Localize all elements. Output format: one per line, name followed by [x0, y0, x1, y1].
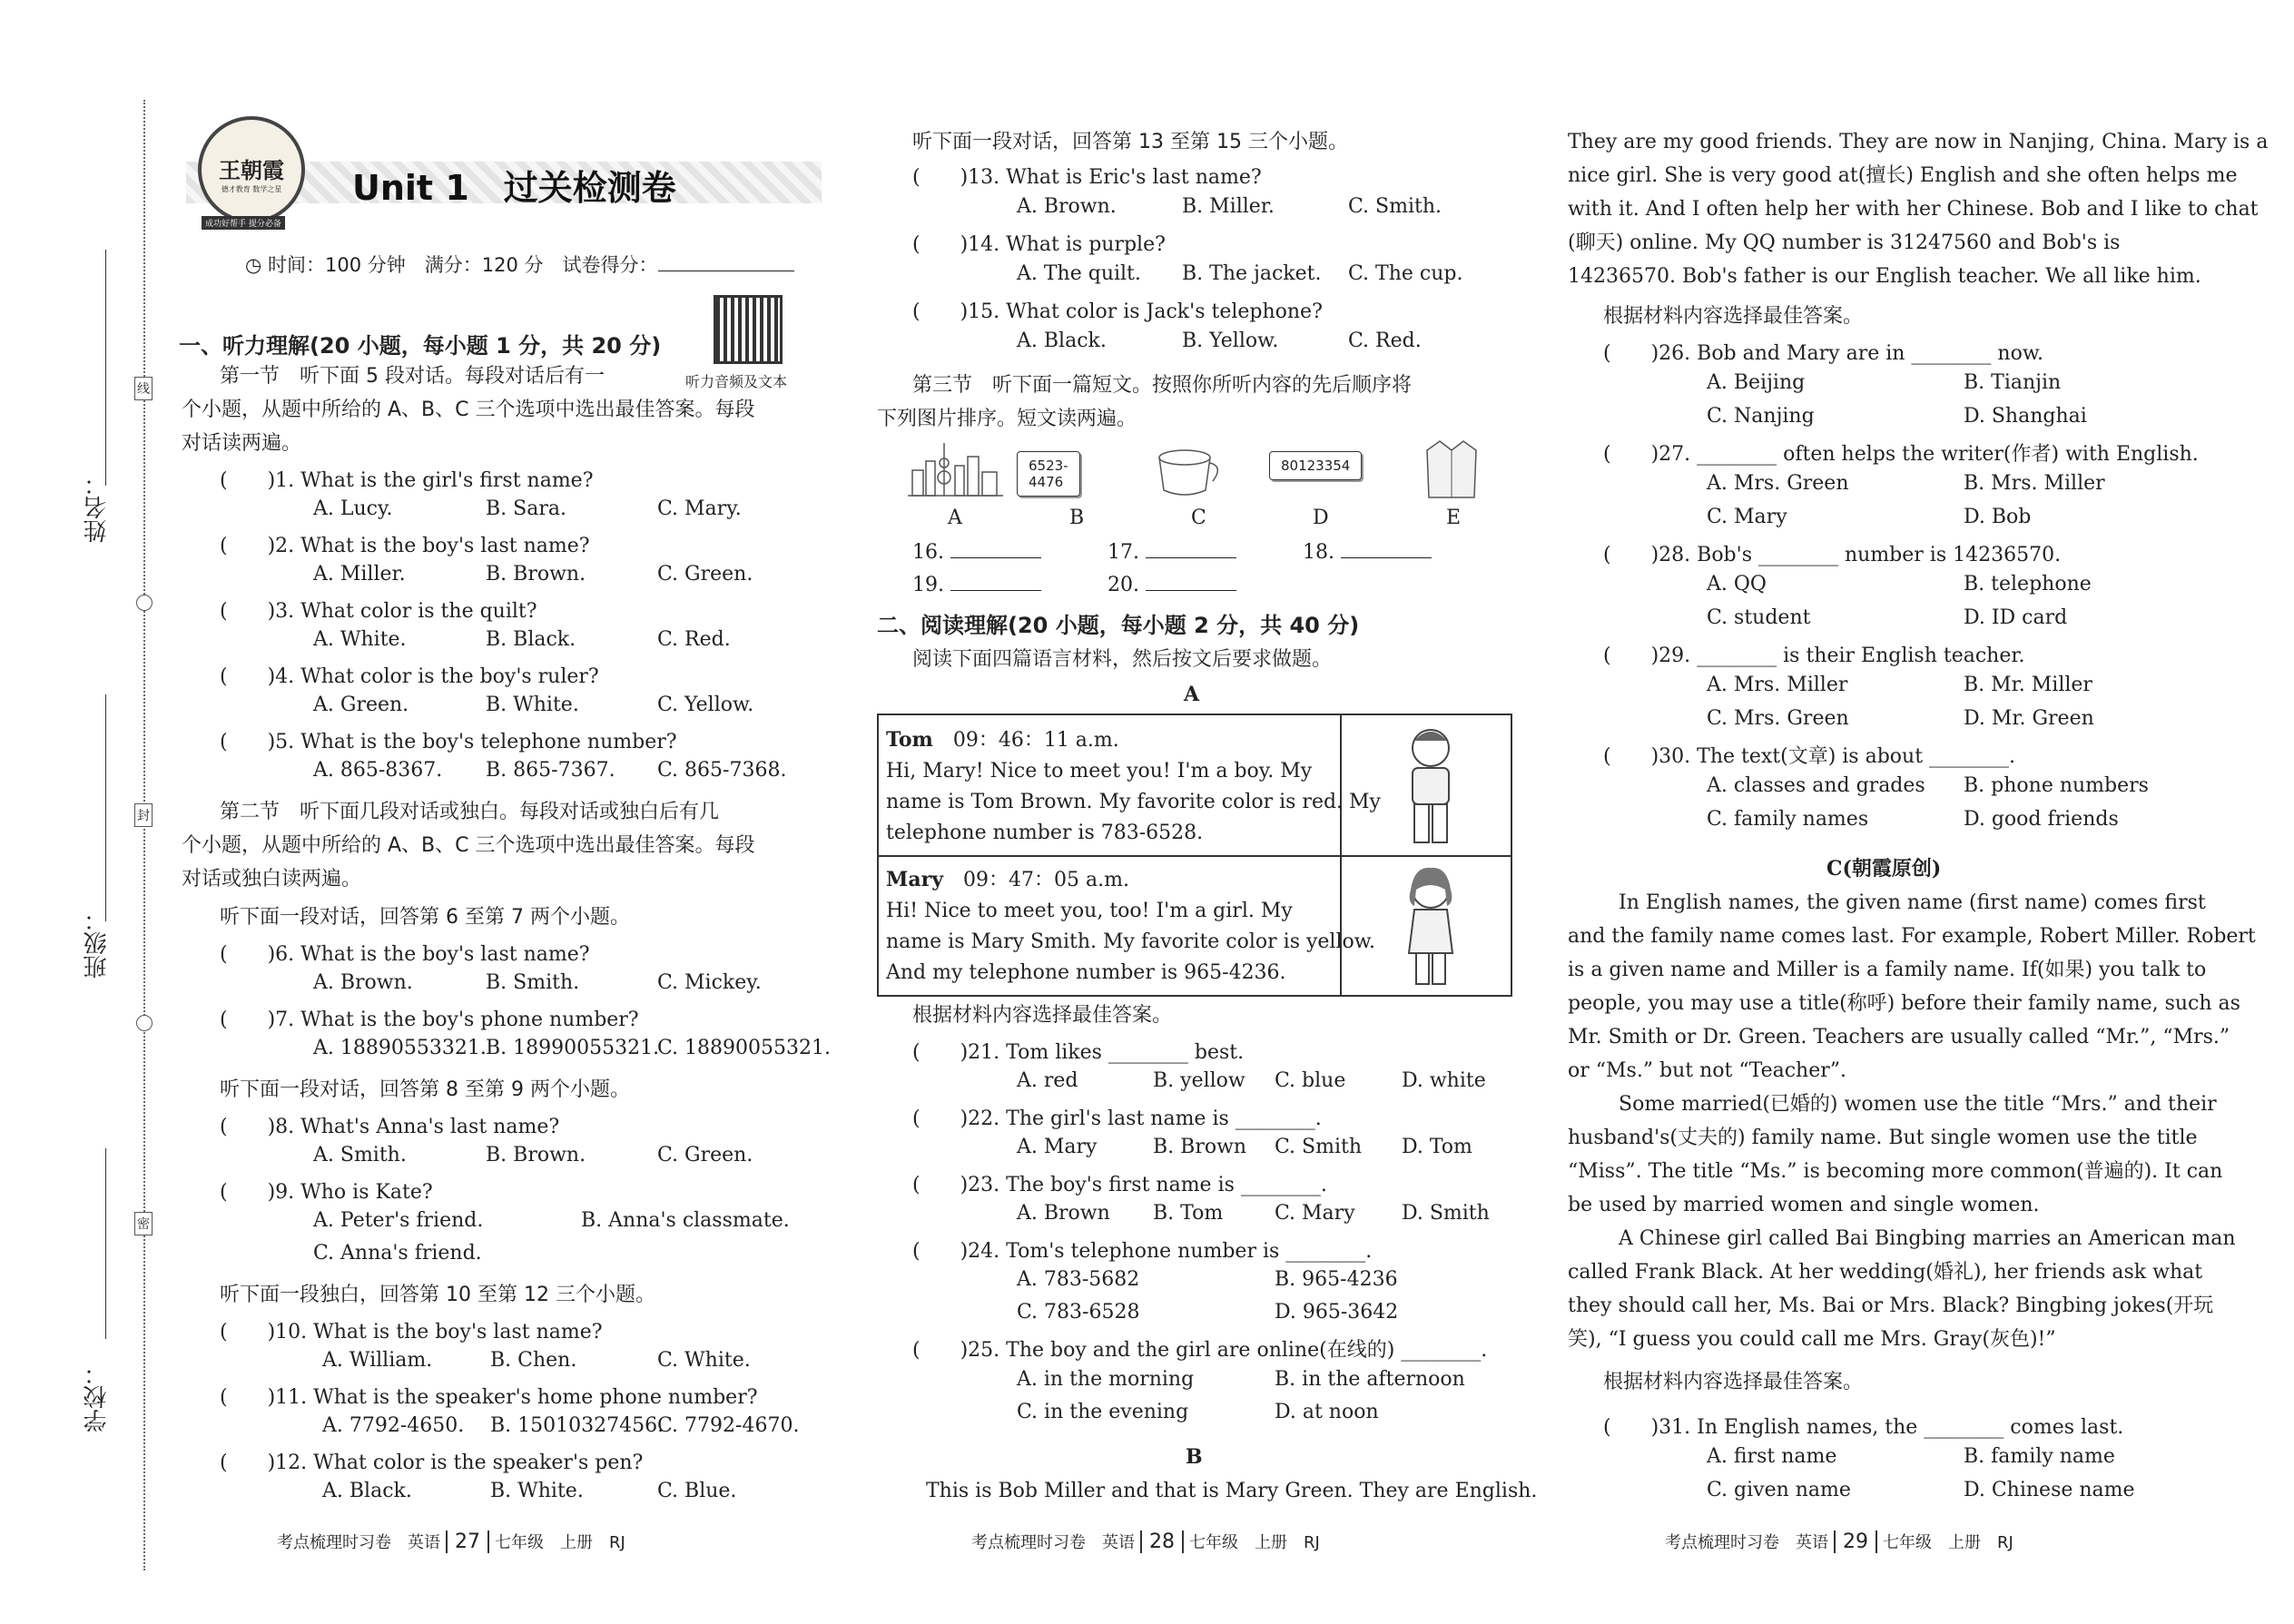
option[interactable]: A. Beijing	[1707, 371, 1806, 394]
qr-code[interactable]	[714, 295, 783, 364]
option[interactable]: B. Tianjin	[1964, 371, 2062, 394]
class-label: 班级：	[84, 908, 111, 979]
option[interactable]: A. Lucy.	[313, 497, 393, 520]
tom-message: Tom 09：46：11 a.m. Hi, Mary! Nice to meet you! I'm a boy. My name is Tom Brown. My favorite color is red. My telephone number is 783-6528.	[886, 728, 1381, 844]
question-11: ( )11. What is the speaker's home phone number?	[220, 1386, 758, 1409]
option[interactable]: A. QQ	[1707, 573, 1767, 595]
option[interactable]: D. Bob	[1964, 506, 2032, 528]
question-28: ( )28. Bob's ________ number is 14236570.	[1603, 544, 2062, 566]
cup-icon	[1153, 445, 1226, 501]
option[interactable]: C. Mary	[1275, 1202, 1355, 1225]
jacket-icon	[1423, 438, 1480, 501]
mary-message: Mary 09：47：05 a.m. Hi! Nice to meet you, too! I'm a girl. My name is Mary Smith. My favorite color is yellow. And my telephone number is 965-4236.	[886, 868, 1375, 984]
option[interactable]: B. The jacket.	[1182, 262, 1322, 285]
passage-c-text: be used by married women and single women.	[1568, 1194, 2040, 1216]
option[interactable]: C. blue	[1275, 1069, 1346, 1092]
picture-label: C	[1191, 507, 1206, 529]
question-14: ( )14. What is purple?	[912, 233, 1166, 256]
school-field-line[interactable]	[105, 1148, 106, 1339]
picture-label: A	[948, 507, 962, 529]
passage-b-text: They are my good friends. They are now in Nanjing, China. Mary is a	[1568, 131, 2269, 153]
clock-icon: ◷	[245, 254, 268, 276]
option[interactable]: A. classes and grades	[1707, 774, 1925, 797]
page-footer: 考点梳理时习卷 英语 28 七年级 上册 RJ	[971, 1530, 1320, 1553]
question-2: ( )2. What is the boy's last name?	[220, 535, 590, 557]
option[interactable]: B. Tom	[1153, 1202, 1224, 1225]
question-25: ( )25. The boy and the girl are online(在线的) ________.	[912, 1339, 1488, 1362]
passage-c-text: people, you may use a title(称呼) before their family name, such as	[1568, 992, 2240, 1015]
option[interactable]: A. Mrs. Green	[1707, 472, 1849, 495]
question-24: ( )24. Tom's telephone number is ________.	[912, 1240, 1373, 1263]
option[interactable]: C. 7792-4670.	[657, 1414, 800, 1437]
option[interactable]: D. good friends	[1964, 808, 2119, 831]
dialogue-instruction: 听下面一段对话，回答第 13 至第 15 三个小题。	[912, 131, 1348, 153]
option[interactable]: C. Nanjing	[1707, 405, 1815, 428]
answer-blank-16[interactable]: 16.	[912, 541, 1041, 564]
picture-label: E	[1446, 507, 1462, 529]
choose-instruction: 根据材料内容选择最佳答案。	[912, 1004, 1173, 1027]
option[interactable]: C. 865-7368.	[657, 759, 787, 782]
passage-b-text: 14236570. Bob's father is our English teacher. We all like him.	[1568, 265, 2201, 288]
option[interactable]: B. Mrs. Miller	[1964, 472, 2105, 495]
brand-motto: 成功好帮手 提分必备	[202, 216, 285, 230]
option[interactable]: C. Mary.	[657, 497, 742, 520]
page-number: 28	[1140, 1530, 1184, 1553]
section2-intro: 对话或独白读两遍。	[182, 868, 362, 891]
section2-intro: 第二节 听下面几段对话或独白。每段对话或独白后有几	[220, 801, 720, 823]
question-15: ( )15. What color is Jack's telephone?	[912, 300, 1323, 323]
question-9: ( )9. Who is Kate?	[220, 1181, 433, 1204]
part2-title: 二、阅读理解(20 小题，每小题 2 分，共 40 分)	[877, 613, 1360, 638]
option[interactable]: B. Mr. Miller	[1964, 674, 2092, 696]
option[interactable]: A. White.	[313, 628, 407, 651]
question-26: ( )26. Bob and Mary are in ________ now.	[1603, 342, 2044, 365]
section3-intro: 第三节 听下面一篇短文。按照你所听内容的先后顺序将	[912, 374, 1413, 397]
passage-c-text: A Chinese girl called Bai Bingbing marries an American man	[1619, 1227, 2236, 1250]
option[interactable]: B. 965-4236	[1275, 1268, 1398, 1291]
passage-c-text: and the family name comes last. For example, Robert Miller. Robert	[1568, 925, 2256, 948]
class-field-line[interactable]	[105, 694, 106, 921]
option[interactable]: C. Blue.	[657, 1480, 737, 1502]
part1-title: 一、听力理解(20 小题，每小题 1 分，共 20 分)	[179, 333, 662, 359]
option[interactable]: A. Brown.	[313, 971, 413, 994]
option[interactable]: D. Chinese name	[1964, 1479, 2135, 1501]
question-1: ( )1. What is the girl's first name?	[220, 469, 594, 492]
option[interactable]: C. Yellow.	[657, 694, 754, 716]
option[interactable]: B. Anna's classmate.	[581, 1209, 790, 1232]
dialogue-instruction: 听下面一段对话，回答第 6 至第 7 两个小题。	[220, 906, 630, 929]
question-29: ( )29. ________ is their English teacher.	[1603, 645, 2025, 667]
option[interactable]: D. Mr. Green	[1964, 707, 2094, 730]
question-23: ( )23. The boy's first name is ________.	[912, 1174, 1327, 1196]
option[interactable]: C. 18890055321.	[657, 1037, 831, 1059]
option[interactable]: A. Mary	[1017, 1136, 1098, 1158]
binding-hole	[136, 1015, 153, 1031]
question-31: ( )31. In English names, the ________ comes last.	[1603, 1416, 2124, 1439]
option[interactable]: C. family names	[1707, 808, 1869, 831]
option[interactable]: C. Smith.	[1348, 195, 1442, 218]
section1-intro: 对话读两遍。	[182, 432, 302, 455]
option[interactable]: C. 783-6528	[1017, 1301, 1140, 1324]
option[interactable]: B. 18990055321.	[486, 1037, 660, 1059]
passage-b-text: (聊天) online. My QQ number is 31247560 and Bob's is	[1568, 231, 2121, 254]
option[interactable]: C. in the evening	[1017, 1401, 1189, 1423]
passage-c-text: is a given name and Miller is a family name. If(如果) you talk to	[1568, 959, 2207, 981]
option[interactable]: B. yellow	[1153, 1069, 1245, 1092]
passage-b-text: This is Bob Miller and that is Mary Green. They are English.	[926, 1480, 1538, 1502]
option[interactable]: D. Smith	[1402, 1202, 1490, 1225]
time-score-info: ◷ 时间：100 分钟 满分：120 分 试卷得分：	[245, 251, 794, 278]
option[interactable]: C. Green.	[657, 1144, 753, 1166]
option[interactable]: B. White.	[486, 694, 579, 716]
option[interactable]: A. Peter's friend.	[313, 1209, 484, 1232]
passage-c-text: In English names, the given name (first name) comes first	[1619, 891, 2206, 914]
jacket-picture	[1423, 438, 1480, 505]
option[interactable]: D. white	[1402, 1069, 1486, 1092]
passage-b-text: with it. And I often help her with her Chinese. Bob and I like to chat	[1568, 198, 2259, 221]
option[interactable]: D. 965-3642	[1275, 1301, 1399, 1324]
option[interactable]: B. Brown.	[486, 1144, 586, 1166]
option[interactable]: A. Green.	[313, 694, 409, 716]
option[interactable]: D. ID card	[1964, 606, 2068, 629]
option[interactable]: C. Anna's friend.	[313, 1242, 482, 1265]
school-label: 学校：	[84, 1362, 111, 1432]
option[interactable]: B. Chen.	[490, 1349, 577, 1372]
choose-instruction: 根据材料内容选择最佳答案。	[1603, 1371, 1864, 1393]
question-13: ( )13. What is Eric's last name?	[912, 166, 1262, 189]
name-label: 姓名：	[84, 472, 111, 543]
page-footer: 考点梳理时习卷 英语 29 七年级 上册 RJ	[1665, 1530, 2013, 1553]
qr-caption: 听力音频及文本	[685, 373, 788, 390]
brand-sub: 德才教育 数学之星	[221, 185, 282, 193]
option[interactable]: B. 865-7367.	[486, 759, 615, 782]
option[interactable]: A. 18890553321.	[313, 1037, 487, 1059]
option[interactable]: A. The quilt.	[1017, 262, 1141, 285]
page-number: 27	[446, 1530, 489, 1553]
answer-blank-18[interactable]: 18.	[1303, 541, 1432, 564]
option[interactable]: A. Brown.	[1017, 195, 1117, 218]
boy-illustration	[1387, 723, 1474, 850]
part2-intro: 阅读下面四篇语言材料，然后按文后要求做题。	[912, 648, 1333, 671]
option[interactable]: B. White.	[490, 1480, 584, 1502]
option[interactable]: B. telephone	[1964, 573, 2092, 595]
option[interactable]: A. Mrs. Miller	[1707, 674, 1848, 696]
passage-b-label: B	[1186, 1445, 1203, 1469]
page-number: 29	[1834, 1530, 1877, 1553]
question-30: ( )30. The text(文章) is about ________.	[1603, 745, 2016, 768]
option[interactable]: C. Mickey.	[657, 971, 762, 994]
passage-c-text: called Frank Black. At her wedding(婚礼), her friends ask what	[1568, 1261, 2203, 1284]
dotted-cut-line	[143, 100, 145, 1570]
monologue-instruction: 听下面一段独白，回答第 10 至第 12 三个小题。	[220, 1284, 655, 1306]
passage-c-text: “Miss”. The title “Ms.” is becoming more common(普遍的). It can	[1568, 1160, 2223, 1183]
option[interactable]: A. 7792-4650.	[322, 1414, 465, 1437]
question-4: ( )4. What color is the boy's ruler?	[220, 665, 599, 688]
option[interactable]: B. 15010327456.	[490, 1414, 665, 1437]
phone-number-card-d: 80123354	[1269, 451, 1362, 480]
option[interactable]: B. Yellow.	[1182, 330, 1279, 352]
picture-label: B	[1069, 507, 1085, 529]
option[interactable]: B. Brown	[1153, 1136, 1247, 1158]
section1-intro: 第一节 听下面 5 段对话。每段对话后有一	[220, 365, 605, 388]
question-12: ( )12. What color is the speaker's pen?	[220, 1452, 644, 1474]
section2-intro: 个小题，从题中所给的 A、B、C 三个选项中选出最佳答案。每段	[182, 834, 755, 857]
passage-c-text: Mr. Smith or Dr. Green. Teachers are usually called “Mr.”, “Mrs.”	[1568, 1026, 2230, 1048]
option[interactable]: C. The cup.	[1348, 262, 1463, 285]
phone-number-card-b: 6523-4476	[1017, 451, 1080, 497]
option[interactable]: A. Brown	[1017, 1202, 1110, 1225]
passage-b-text: nice girl. She is very good at(擅长) English and she often helps me	[1568, 164, 2238, 187]
page-title: Unit 1 过关检测卷	[352, 168, 676, 208]
question-6: ( )6. What is the boy's last name?	[220, 943, 590, 966]
dialogue-instruction: 听下面一段对话，回答第 8 至第 9 两个小题。	[220, 1078, 630, 1101]
cut-tag-seal: 封	[134, 803, 153, 827]
option[interactable]: B. in the afternoon	[1275, 1368, 1465, 1391]
question-10: ( )10. What is the boy's last name?	[220, 1321, 603, 1343]
option[interactable]: B. Smith.	[486, 971, 580, 994]
question-27: ( )27. ________ often helps the writer(作者) with English.	[1603, 443, 2199, 466]
cut-tag-secret: 密	[134, 1212, 153, 1235]
option[interactable]: B. Brown.	[486, 563, 586, 586]
option[interactable]: C. White.	[657, 1349, 751, 1372]
option[interactable]: C. given name	[1707, 1479, 1851, 1501]
option[interactable]: A. first name	[1707, 1445, 1837, 1468]
city-skyline-picture	[908, 443, 1003, 499]
answer-blank-19[interactable]: 19.	[912, 574, 1041, 596]
option[interactable]: A. Black.	[1017, 330, 1107, 352]
option[interactable]: C. student	[1707, 606, 1811, 629]
skyline-icon	[908, 443, 1003, 499]
passage-c-text: or “Ms.” but not “Teacher”.	[1568, 1059, 1847, 1082]
option[interactable]: B. Miller.	[1182, 195, 1275, 218]
option[interactable]: A. 865-8367.	[313, 759, 443, 782]
answer-blank-17[interactable]: 17.	[1108, 541, 1236, 564]
question-5: ( )5. What is the boy's telephone number?	[220, 731, 677, 753]
question-21: ( )21. Tom likes ________ best.	[912, 1041, 1245, 1064]
picture-label: D	[1313, 507, 1329, 529]
option[interactable]: B. family name	[1964, 1445, 2115, 1468]
option[interactable]: A. Miller.	[313, 563, 406, 586]
option[interactable]: D. Tom	[1402, 1136, 1472, 1158]
option[interactable]: A. William.	[322, 1349, 433, 1372]
passage-c-label: C(朝霞原创)	[1826, 857, 1942, 881]
section1-intro: 个小题，从题中所给的 A、B、C 三个选项中选出最佳答案。每段	[182, 399, 755, 421]
brand-badge	[198, 116, 305, 223]
option[interactable]: A. Smith.	[313, 1144, 407, 1166]
brand-name: 王朝霞	[219, 157, 284, 183]
passage-a-label: A	[1184, 683, 1200, 706]
answer-blank-20[interactable]: 20.	[1108, 574, 1236, 596]
chat-table	[877, 714, 1512, 997]
option[interactable]: C. Mary	[1707, 506, 1787, 528]
question-3: ( )3. What color is the quilt?	[220, 600, 537, 623]
question-22: ( )22. The girl's last name is ________.	[912, 1107, 1322, 1130]
option[interactable]: A. Black.	[322, 1480, 412, 1502]
choose-instruction: 根据材料内容选择最佳答案。	[1603, 305, 1864, 328]
cup-picture	[1153, 445, 1226, 505]
option[interactable]: D. Shanghai	[1964, 405, 2087, 428]
name-field-line[interactable]	[105, 250, 106, 486]
option[interactable]: A. red	[1017, 1069, 1078, 1092]
option[interactable]: C. Smith	[1275, 1136, 1363, 1158]
passage-c-text: they should call her, Ms. Bai or Mrs. Black? Bingbing jokes(开玩	[1568, 1294, 2214, 1317]
cut-tag-line: 线	[134, 377, 153, 400]
passage-c-text: Some married(已婚的) women use the title “Mrs.” and their	[1619, 1093, 2217, 1116]
passage-c-text: 笑), “I guess you could call me Mrs. Gray(灰色)!”	[1568, 1328, 2056, 1351]
option[interactable]: A. 783-5682	[1017, 1268, 1140, 1291]
option[interactable]: D. at noon	[1275, 1401, 1379, 1423]
page-footer: 考点梳理时习卷 英语 27 七年级 上册 RJ	[277, 1530, 625, 1553]
passage-c-text: husband's(丈夫的) family name. But single women use the title	[1568, 1127, 2198, 1149]
girl-illustration	[1387, 862, 1474, 989]
table-divider-h	[879, 855, 1511, 857]
option[interactable]: C. Mrs. Green	[1707, 707, 1849, 730]
option[interactable]: B. phone numbers	[1964, 774, 2149, 797]
question-8: ( )8. What's Anna's last name?	[220, 1116, 560, 1138]
option[interactable]: C. Red.	[657, 628, 731, 651]
section3-intro: 下列图片排序。短文读两遍。	[877, 408, 1137, 430]
option[interactable]: B. Sara.	[486, 497, 566, 520]
option[interactable]: B. Black.	[486, 628, 576, 651]
option[interactable]: C. Green.	[657, 563, 753, 586]
binding-hole	[136, 595, 153, 611]
option[interactable]: C. Red.	[1348, 330, 1422, 352]
question-7: ( )7. What is the boy's phone number?	[220, 1009, 639, 1031]
option[interactable]: A. in the morning	[1017, 1368, 1195, 1391]
